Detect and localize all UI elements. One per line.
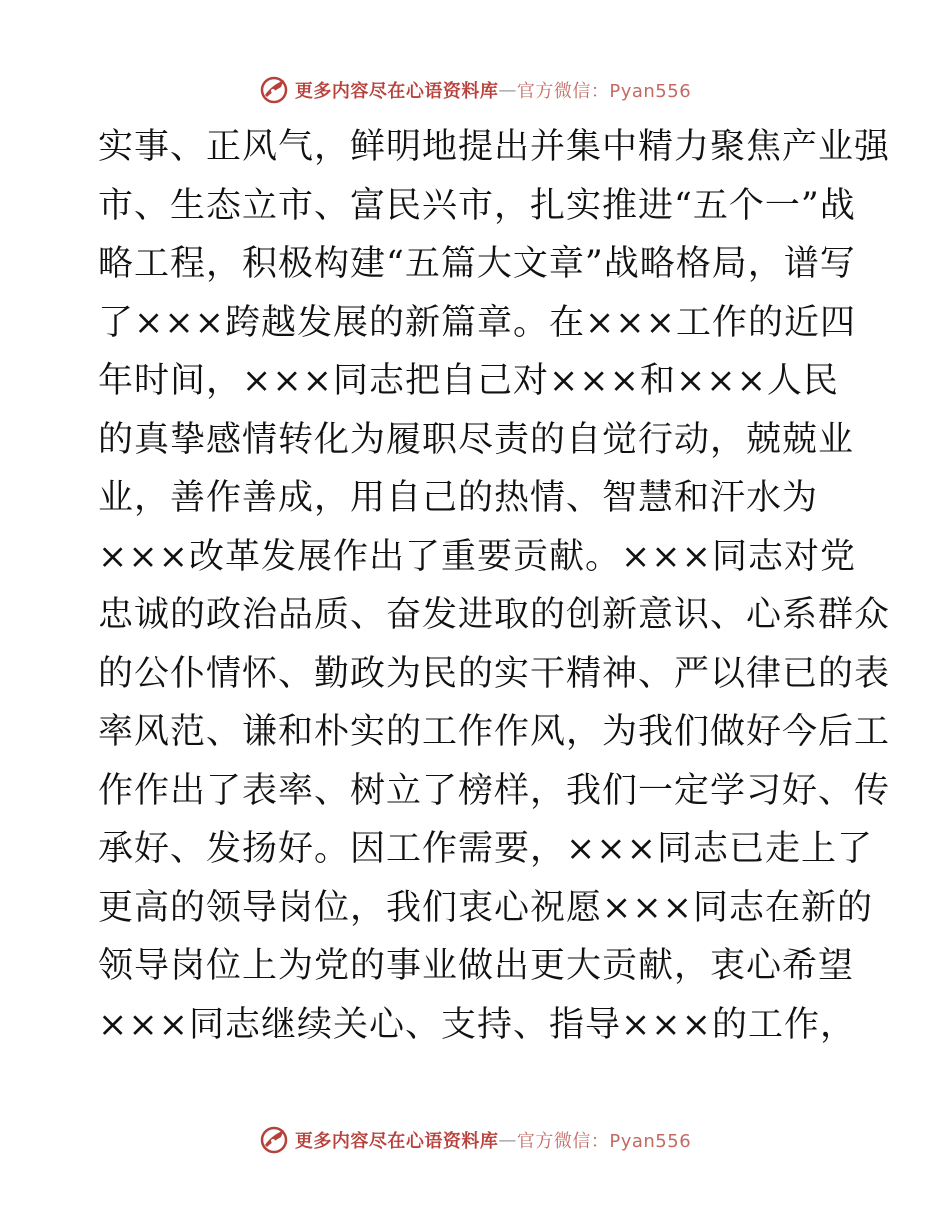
watermark-wechat-text: 官方微信：Pyan556 [516, 1131, 692, 1152]
body-line: 领导岗位上为党的事业做出更大贡献，衷心希望 [98, 946, 855, 986]
body-line: 的真挚感情转化为履职尽责的自觉行动，兢兢业 [98, 419, 855, 460]
watermark-main-text: 更多内容尽在心语资料库 [294, 1131, 499, 1152]
body-line: 实事、正风气，鲜明地提出并集中精力聚焦产业强 [98, 127, 891, 167]
body-line: 市、生态立市、富民兴市，扎实推进“五个一”战 [98, 185, 856, 226]
body-line: 作作出了表率、树立了榜样，我们一定学习好、传 [98, 770, 891, 811]
body-line: ×××同志继续关心、支持、指导×××的工作， [98, 1004, 856, 1045]
body-line: ×××改革发展作出了重要贡献。×××同志对党 [98, 536, 856, 577]
pen-nib-circle-icon [259, 1125, 289, 1155]
footer-watermark [0, 1120, 950, 1160]
body-line: 率风范、谦和朴实的工作作风，为我们做好今后工 [98, 712, 891, 752]
body-line: 年时间，×××同志把自己对×××和×××人民 [98, 361, 839, 401]
watermark-main-text: 更多内容尽在心语资料库 [294, 81, 499, 102]
body-line: 业，善作善成，用自己的热情、智慧和汗水为 [98, 478, 819, 518]
body-line: 承好、发扬好。因工作需要，×××同志已走上了 [98, 829, 873, 869]
watermark-separator: — [498, 1129, 517, 1151]
body-line: 更高的领导岗位，我们衷心祝愿×××同志在新的 [98, 887, 873, 928]
body-line: 略工程，积极构建“五篇大文章”战略格局，谱写 [98, 244, 856, 284]
header-watermark [0, 70, 950, 110]
body-line: 忠诚的政治品质、奋发进取的创新意识、心系群众 [98, 595, 891, 635]
body-line: 的公仆情怀、勤政为民的实干精神、严以律已的表 [98, 653, 891, 694]
watermark-separator: — [498, 79, 517, 101]
watermark-wechat-text: 官方微信：Pyan556 [516, 81, 692, 102]
body-line: 了×××跨越发展的新篇章。在×××工作的近四 [98, 302, 856, 343]
pen-nib-circle-icon [259, 75, 289, 105]
document-body [98, 118, 891, 1054]
